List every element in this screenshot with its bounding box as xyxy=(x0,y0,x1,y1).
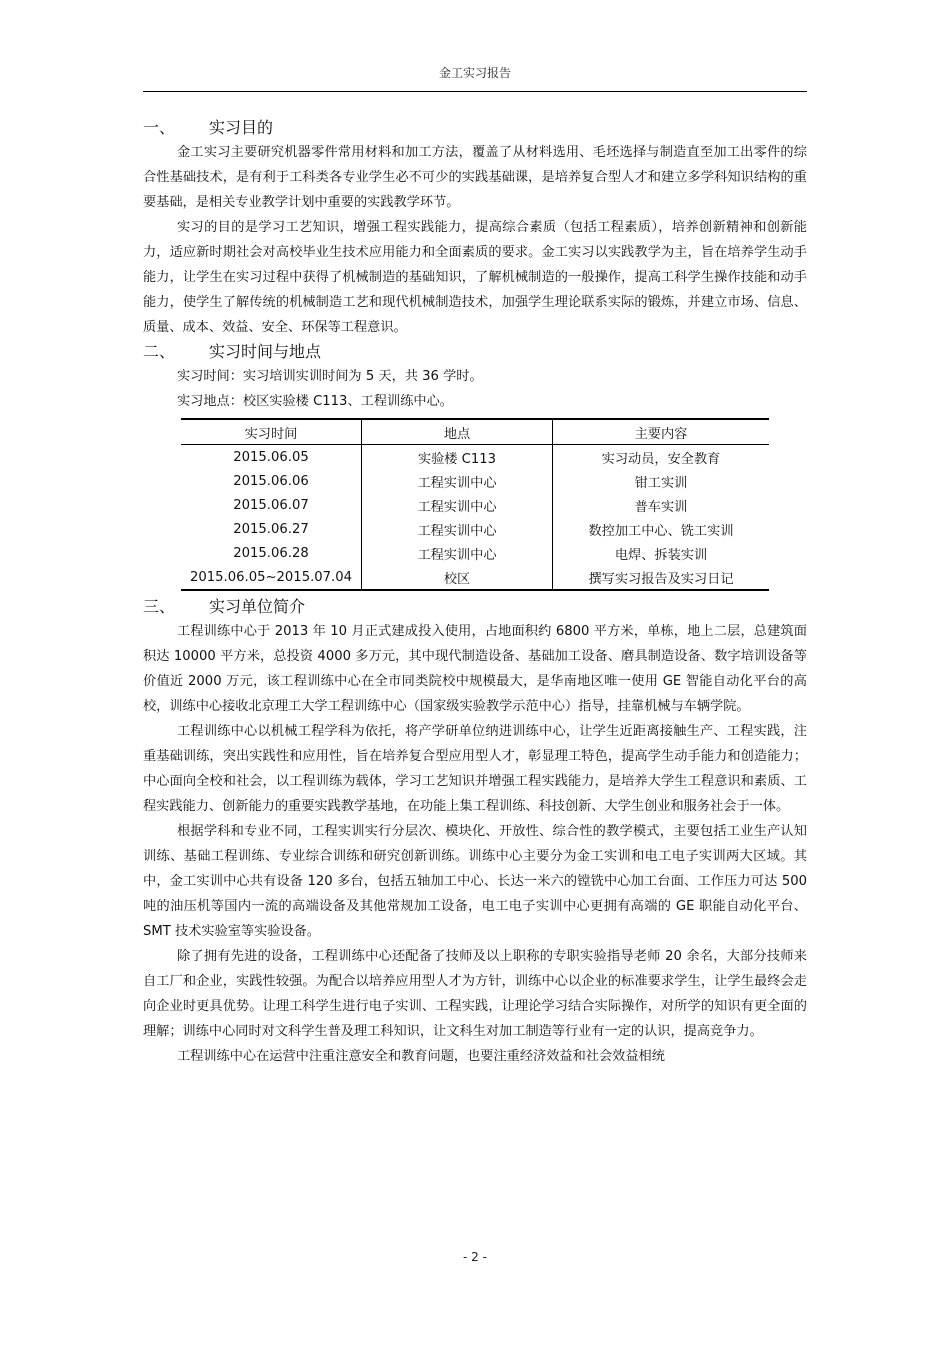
column-header-content: 主要内容 xyxy=(553,419,770,445)
page-header-title: 金工实习报告 xyxy=(438,66,511,80)
table-row xyxy=(181,517,769,541)
section-title: 实习目的 xyxy=(209,118,274,137)
section-heading-time-place xyxy=(143,340,807,364)
table-row xyxy=(181,541,769,565)
section-number: 三、 xyxy=(143,597,176,616)
cell-content: 撰写实习报告及实习日记 xyxy=(553,565,770,590)
cell-date: 2015.06.05~2015.07.04 xyxy=(181,565,362,590)
section-number: 二、 xyxy=(143,342,176,361)
cell-date: 2015.06.06 xyxy=(233,473,309,489)
section-heading-purpose xyxy=(143,116,807,140)
report-body xyxy=(143,116,807,1069)
table-row xyxy=(181,445,769,470)
paragraph: 工程训练中心在运营中注重注意安全和教育问题，也要注重经济效益和社会效益相统 xyxy=(177,1049,665,1064)
column-header-place: 地点 xyxy=(362,419,553,445)
paragraph: 实习的目的是学习工艺知识，增强工程实践能力，提高综合素质（包括工程素质），培养创新精神和创新能力，适应新时期社会对高校毕业生技术应用能力和全面素质的要求。金工实习以实践教学为主，旨在培养学生动手能力，让学生在实习过程中获得了机械制造的基础知识，了解机械制造的一般操作，提高工科学生操作技能和动手能力，使学生了解传统的机械制造工艺和现代机械制造技术，加强学生理论联系实际的锻炼，并建立市场、信息、质量、成本、效益、安全、环保等工程意识。 xyxy=(143,220,807,335)
cell-place: 实验楼 C113 xyxy=(362,445,553,470)
table-row xyxy=(181,469,769,493)
paragraph: 金工实习主要研究机器零件常用材料和加工方法，覆盖了从材料选用、毛坯选择与制造直至加工出零件的综合性基础技术，是有利于工科类各专业学生必不可少的实践基础课，是培养复合型人才和建立多学科知识结构的重要基础，是相关专业教学计划中重要的实践教学环节。 xyxy=(143,145,807,210)
table-header-row xyxy=(181,419,769,445)
cell-place: 工程实训中心 xyxy=(362,517,553,541)
paragraph: 根据学科和专业不同，工程实训实行分层次、模块化、开放性、综合性的教学模式，主要包括工业生产认知训练、基础工程训练、专业综合训练和研究创新训练。训练中心主要分为金工实训和电工电子实训两大区域。其中，金工实训中心共有设备 120 多台，包括五轴加工中心、长达一米六的镗铣中心加工台面、工作压力可达 500 吨的油压机等国内一流的高端设备及其他常规加工设备，电工电子实训中心更拥有高端的 GE 职能自动化平台、SMT 技术实验室等实验设备。 xyxy=(143,824,807,939)
cell-content: 数控加工中心、铣工实训 xyxy=(588,523,734,539)
table-row xyxy=(181,565,769,590)
cell-place: 工程实训中心 xyxy=(362,469,553,493)
cell-place: 校区 xyxy=(362,565,553,590)
cell-date: 2015.06.28 xyxy=(233,545,309,561)
paragraph: 工程训练中心以机械工程学科为依托，将产学研单位纳进训练中心，让学生近距离接触生产、工程实践，注重基础训练，突出实践性和应用性，旨在培养复合型应用型人才，彰显理工特色，提高学生动手能力和创造能力；中心面向全校和社会，以工程训练为载体，学习工艺知识并增强工程实践能力，是培养大学生工程意识和素质、工程实践能力、创新能力的重要实践教学基地，在功能上集工程训练、科技创新、大学生创业和服务社会于一体。 xyxy=(143,724,807,814)
section-title: 实习单位简介 xyxy=(209,597,306,616)
header-divider xyxy=(143,91,807,92)
cell-content: 普车实训 xyxy=(634,499,688,515)
section-number: 一、 xyxy=(143,118,176,137)
section-title: 实习时间与地点 xyxy=(209,342,322,361)
cell-date: 2015.06.05 xyxy=(233,449,309,465)
cell-date: 2015.06.07 xyxy=(233,497,309,513)
paragraph: 工程训练中心于 2013 年 10 月正式建成投入使用，占地面积约 6800 平方米，单栋，地上二层，总建筑面积达 10000 平方米，总投资 4000 多万元，其中现代制造设备、基础加工设备、磨具制造设备、数字培训设备等价值近 2000 万元，该工程训练中心在全市同类院校中规模最大，是华南地区唯一使用 GE 智能自动化平台的高校，训练中心接收北京理工大学工程训练中心（国家级实验教学示范中心）指导，挂靠机械与车辆学院。 xyxy=(143,624,807,714)
schedule-table xyxy=(181,418,769,591)
page-number: - 2 - xyxy=(463,1250,487,1264)
internship-place: 实习地点：校区实验楼 C113、工程训练中心。 xyxy=(177,394,453,409)
table-row xyxy=(181,493,769,517)
section-heading-unit-intro xyxy=(143,595,807,619)
cell-place: 工程实训中心 xyxy=(362,493,553,517)
internship-time: 实习时间：实习培训实训时间为 5 天，共 36 学时。 xyxy=(177,369,483,384)
cell-content: 电焊、拆装实训 xyxy=(614,547,708,563)
column-header-time: 实习时间 xyxy=(181,419,362,445)
cell-date: 2015.06.27 xyxy=(233,521,309,537)
cell-place: 工程实训中心 xyxy=(362,541,553,565)
cell-content: 钳工实训 xyxy=(634,475,688,491)
paragraph: 除了拥有先进的设备，工程训练中心还配备了技师及以上职称的专职实验指导老师 20 余名，大部分技师来自工厂和企业，实践性较强。为配合以培养应用型人才为方针，训练中心以企业的标准要求学生，让学生最终会走向企业时更具优势。让理工科学生进行电子实训、工程实践，让理论学习结合实际操作，对所学的知识有更全面的理解；训练中心同时对文科学生普及理工科知识，让文科生对加工制造等行业有一定的认识，提高竞争力。 xyxy=(143,949,807,1039)
cell-content: 实习动员，安全教育 xyxy=(601,451,721,467)
